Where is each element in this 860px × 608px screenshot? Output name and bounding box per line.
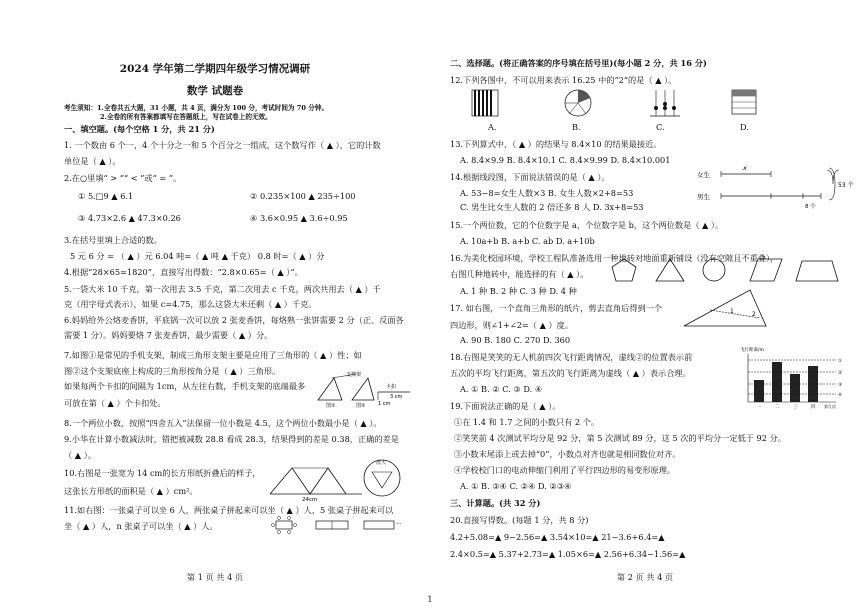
- question-18-options: A. ① B. ② C. ③ D. ④: [460, 384, 543, 394]
- question-2: 2.在○里填“ > ”“ < ”或“ = ”。: [64, 173, 182, 183]
- question-14-options-ab: A. 53−8=女生人数×3 B. 女生人数×2+8=53: [460, 188, 634, 198]
- svg-text:第几次: 第几次: [824, 404, 836, 409]
- question-5-cont: 克（用字母式表示），如果 c=4.75，那么这袋大米还剩（ ▲ ）千克。: [64, 299, 317, 309]
- question-19-s3: ③小数末尾添上或去掉“0”，小数点对齐也就是相同数位对齐。: [454, 449, 681, 459]
- question-19-options: A. ① B. ③④ C. ②④ D. ②③④: [460, 481, 572, 491]
- question-1: 1. 一个数由 6 个一，4 个十分之一和 5 个百分之一组成，这个数写作（ ▲ ），它的计数: [64, 140, 381, 150]
- right-triangle-figure: [680, 286, 775, 332]
- q12-figures: [470, 88, 770, 120]
- question-8: 8.一个两位小数，按照“四舍五入”法保留一位小数是 4.5，这个两位小数最小是（ ▲ ）。: [64, 418, 382, 428]
- svg-text:②: ②: [838, 371, 843, 376]
- question-3-items: 5 元 6 分 = （ ▲ ）元 6.04 吨=（ ▲ 吨 ▲ 千克） 0.8 时=（ ▲ ）分: [70, 251, 325, 261]
- svg-text:二: 二: [775, 405, 780, 410]
- svg-text:③: ③: [838, 383, 843, 388]
- q12-option-b-figure: [565, 90, 591, 116]
- question-4: 4.根据“28×65=1820”，直接写出得数：“2.8×0.65=（ ▲ ）”。: [64, 267, 303, 277]
- question-11: 11.如右图：一张桌子可以坐 6 人，两张桌子拼起来可以坐（ ▲ ）人，5 张桌子拼起来可以: [64, 505, 394, 515]
- svg-text:1: 1: [730, 308, 734, 315]
- svg-text:四: 四: [811, 405, 816, 410]
- fig7-label-support: 支撑架: [346, 372, 362, 378]
- fig7-label-3cm: 3 cm: [390, 394, 403, 400]
- question-17-cont: 四边形，则∠1+∠2=（ ▲ ）度。: [450, 320, 574, 330]
- question-1-cont: 单位是（ ▲ ）。: [64, 156, 121, 166]
- question-5: 5.一袋大米 10 千克，第一次用去 3.5 千克，第二次用去 c 千克，两次共用去（ ▲ ）千: [64, 284, 381, 294]
- footer-left: 第 1 页 共 4 页: [186, 572, 244, 582]
- exam-subtitle: 数学 试题卷: [186, 85, 244, 97]
- question-9-cont: （ ▲ ）。: [64, 450, 96, 460]
- question-14-options-cd: C. 男生比女生人数的 2 倍还多 8 人 D. 3x+8=53: [460, 202, 644, 212]
- segment-label-x: x: [743, 164, 747, 172]
- question-7-cont-2: 如果每两个卡扣的间隔为 1cm，从左往右数，手机支架的底端最多: [64, 381, 306, 391]
- question-7-cont: 图②这个支架底座上构成的三角形按角分是（ ▲ ）三角形。: [64, 366, 281, 376]
- right-exam-page: [430, 0, 860, 608]
- pentagon-tile: [612, 259, 636, 281]
- fig10-label-zoom: 放大: [376, 460, 387, 466]
- fig7-label-fig2: 图②: [356, 403, 366, 408]
- bar-2: [772, 362, 782, 402]
- phone-stand-figure: [312, 370, 412, 408]
- question-2-item-3: ③ 4.73×2.6 ▲ 47.3×0.26: [78, 213, 181, 223]
- question-16-cont: 右图几种地砖中，能选择的有（ ▲ ）。: [450, 269, 589, 279]
- segment-diagram: [695, 162, 855, 212]
- question-20-row-1: 4.2+5.08=▲ 9−2.56=▲ 3.54×10=▲ 21−3.6+6.4=▲: [450, 532, 665, 542]
- svg-text:2: 2: [752, 311, 756, 318]
- parallelogram-tile: [750, 259, 782, 281]
- triangle-tile: [656, 259, 684, 281]
- svg-text:①: ①: [838, 359, 843, 364]
- question-13-options: A. 8.4×9.9 B. 8.4×10.1 C. 8.4×9.99 D. 8.4×10.001: [460, 155, 671, 165]
- bar-1: [754, 380, 764, 402]
- question-19-s4: ④学校校门口的电动伸缩门利用了平行四边形的易变形原理。: [454, 465, 676, 475]
- question-2-item-2: ② 0.235×100 ▲ 235÷100: [250, 191, 356, 201]
- segment-label-8: 8 个: [805, 204, 816, 210]
- fig7-label-clasp: 卡扣: [386, 384, 397, 390]
- section-calc: 三、计算题。(共 32 分): [450, 498, 541, 508]
- question-9: 9.小华在计算小数减法时，错把被减数 28.8 看成 28.3，结果得到的差是 0.38，正确的差是: [64, 434, 399, 444]
- notice-line-1: 考生须知：1.全卷共五大题，31 小题，共 4 页，满分为 100 分，考试时间为 70 分钟。: [64, 104, 329, 112]
- svg-text:···: ···: [396, 521, 402, 528]
- chart-ylabel: 飞行距离/m: [740, 348, 764, 353]
- q12-option-c: C.: [656, 122, 665, 132]
- exam-title: 2024 学年第二学期四年级学习情况调研: [119, 63, 311, 75]
- question-11-cont: 坐（ ▲ ）人，n 张桌子可以坐（ ▲ ）人。: [64, 521, 218, 531]
- question-20: 20.直接写得数。(每题 1 分，共 8 分): [450, 515, 589, 525]
- trapezoid-tile: [796, 261, 838, 281]
- question-17-options: A. 90 B. 180 C. 270 D. 360: [460, 335, 571, 345]
- q12-option-d-figure: [732, 90, 756, 114]
- segment-label-girls: 女生: [697, 171, 710, 179]
- q12-option-a-figure: [472, 90, 498, 116]
- fig7-label-1cm: 1 cm: [378, 401, 391, 407]
- floor-tiles-figure: [610, 257, 850, 285]
- fig10-label-24cm: 24cm: [302, 497, 318, 502]
- segment-label-boys: 男生: [697, 193, 710, 201]
- svg-text:一: 一: [757, 405, 762, 410]
- question-6-cont: 需要 1 分）。妈妈要烙 7 张麦香饼，最少需要（ ▲ ）分。: [64, 330, 273, 340]
- question-15-options: A. 10a+b B. a+b C. ab D. a+10b: [460, 236, 595, 246]
- fig7-label-fig1: 图①: [326, 403, 336, 408]
- section-fill-blanks: 一、填空题。(每个空格 1 分，共 21 分): [64, 124, 215, 134]
- question-2-item-4: ④ 3.6×0.95 ▲ 3.6÷0.95: [250, 213, 348, 223]
- question-19-s1: ①在 1.4 和 1.7 之间的小数只有 2 个。: [454, 417, 600, 427]
- question-6: 6.妈妈给外公烙麦香饼，平底锅一次可以放 2 张麦香饼，每烙熟一张饼需要 2 分（正、反面各: [64, 315, 404, 325]
- q12-option-d: D.: [740, 122, 749, 132]
- notice-line-2: 2.全卷的所有答案都填写在答题纸上，写在试卷上的无效。: [100, 113, 272, 121]
- question-2-item-1: ① 5.□9 ▲ 6.1: [78, 191, 134, 201]
- question-3: 3.在括号里填上合适的数。: [64, 235, 162, 245]
- question-10-cont: 这张长方形纸的面积是（ ▲ ）cm²。: [64, 486, 198, 496]
- question-17: 17. 如右图，一个直角三角形的纸片，剪去直角后得到一个: [450, 303, 663, 313]
- question-18: 18.右图是笑笑的无人机前四次飞行距离情况，虚线②的位置表示前: [450, 352, 693, 362]
- sheet-page-number: 1: [427, 594, 433, 604]
- question-19: 19.下面说法正确的是（ ▲ ）。: [450, 401, 561, 411]
- question-14: 14.根据线段图，下面说法错误的是（ ▲ ）。: [450, 172, 610, 182]
- question-12: 12.下列各图中，不可以用来表示 16.25 中的“2”的是（ ▲ ）。: [450, 75, 677, 85]
- q12-option-c-figure: [650, 90, 680, 116]
- segment-label-53: 53 个: [838, 182, 854, 189]
- bar-3: [790, 374, 800, 402]
- question-18-cont: 五次的平均飞行距离，第五次的飞行距离为虚线（ ▲ ）表示合理。: [450, 368, 691, 378]
- section-choice: 二、选择题。(将正确答案的序号填在括号里)(每小题 2 分，共 16 分): [450, 58, 707, 68]
- folded-paper-figure: [262, 454, 412, 502]
- question-16: 16.为美化校园环境，学校工程队准备选用一种地砖对地面重新铺设（没有空隙且不重叠），: [450, 253, 779, 263]
- svg-text:三: 三: [793, 405, 798, 410]
- question-13: 13.下列算式中，（ ▲ ）的结果与 8.4×10 的结果最接近。: [450, 139, 662, 149]
- svg-text:④: ④: [838, 393, 843, 398]
- circle-tile: [703, 259, 725, 281]
- question-20-row-2: 2.4×0.5=▲ 5.37+2.73=▲ 1.05×6=▲ 2.56+6.34−1.56=▲: [450, 549, 686, 559]
- flight-distance-chart: [738, 344, 850, 410]
- tables-figure: [268, 514, 408, 536]
- question-10: 10.右图是一张宽为 14 cm的长方形纸折叠后的样子，: [64, 468, 261, 478]
- question-7: 7.如图①是常见的手机支架，制成三角形支架主要是应用了三角形的（ ▲ ）性；如: [64, 350, 362, 360]
- question-16-options: A. 1 种 B. 2 种 C. 3 种 D. 4 种: [460, 286, 577, 296]
- question-15: 15.一个两位数，它的个位数字是 a，个位数字是 b，这个两位数是（ ▲ ）。: [450, 220, 724, 230]
- q12-option-a: A.: [488, 122, 497, 132]
- question-19-s2: ②笑笑前 4 次测试平均分是 92 分，第 5 次测试 89 分，这 5 次的平均分一定低于 92 分。: [454, 433, 786, 443]
- footer-right: 第 2 页 共 4 页: [616, 572, 674, 582]
- question-7-cont-3: 可放在第（ ▲ ）个卡扣处。: [64, 398, 166, 408]
- q12-option-b: B.: [572, 122, 581, 132]
